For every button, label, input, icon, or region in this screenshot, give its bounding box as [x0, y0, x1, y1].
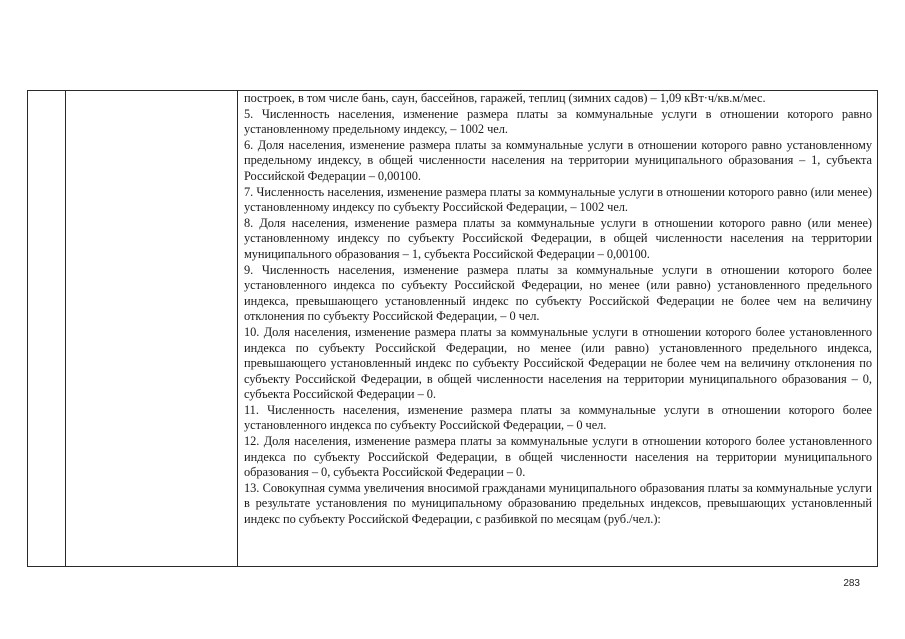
paragraph-item-12: 12. Доля населения, изменение размера платы за коммунальные услуги в отношении которого более установленного индекса по субъекту Российской Федерации, в общей численности населения на территории муниципального образования – 0, субъекта Российской Федерации – 0.	[244, 434, 872, 480]
document-table	[27, 90, 878, 567]
paragraph-item-9: 9. Численность населения, изменение размера платы за коммунальные услуги в отношении которого более установленного индекса по субъекту Российской Федерации, но менее (или равно) установленного предельного индекса, превышающего установленный индекс по субъекту Российской Федерации не более чем на величину отклонения по субъекту Российской Федерации, – 0 чел.	[244, 262, 872, 324]
paragraph-continuation: построек, в том числе бань, саун, бассейнов, гаражей, теплиц (зимних садов) – 1,09 кВт·ч/кв.м/мес.	[244, 91, 766, 105]
page-number: 283	[843, 578, 860, 589]
paragraph-item-5: 5. Численность населения, изменение размера платы за коммунальные услуги в отношении которого равно установленному предельному индексу, – 1002 чел.	[244, 106, 872, 137]
paragraph-item-10: 10. Доля населения, изменение размера платы за коммунальные услуги в отношении которого более установленного индекса по субъекту Российской Федерации, но менее (или равно) установленного предельного индекса, превышающего установленный индекс по субъекту Российской Федерации не более чем на величину отклонения по субъекту Российской Федерации, в общей численности населения на территории муниципального образования – 0, субъекта Российской Федерации – 0.	[244, 324, 872, 402]
paragraph-item-13: 13. Совокупная сумма увеличения вносимой гражданами муниципального образования платы за коммунальные услуги в результате установления по муниципальному образованию предельных индексов, превышающих установленный индекс по субъекту Российской Федерации, с разбивкой по месяцам (руб./чел.):	[244, 480, 872, 527]
paragraph-item-7: 7. Численность населения, изменение размера платы за коммунальные услуги в отношении которого равно (или менее) установленному индексу по субъекту Российской Федерации, – 1002 чел.	[244, 184, 872, 215]
paragraph-item-6: 6. Доля населения, изменение размера платы за коммунальные услуги в отношении которого равно установленному предельному индексу, в общей численности населения на территории муниципального образования – 1, субъекта Российской Федерации – 0,00100.	[244, 137, 872, 183]
table-column-content	[238, 91, 877, 566]
paragraph-item-8: 8. Доля населения, изменение размера платы за коммунальные услуги в отношении которого равно (или менее) установленному индексу по субъекту Российской Федерации, в общей численности населения на территории муниципального образования – 1, субъекта Российской Федерации – 0,00100.	[244, 215, 872, 261]
table-column-number	[28, 91, 66, 566]
table-column-name	[66, 91, 238, 566]
paragraph-item-11: 11. Численность населения, изменение размера платы за коммунальные услуги в отношении которого более установленного индекса по субъекту Российской Федерации, – 0 чел.	[244, 402, 872, 433]
